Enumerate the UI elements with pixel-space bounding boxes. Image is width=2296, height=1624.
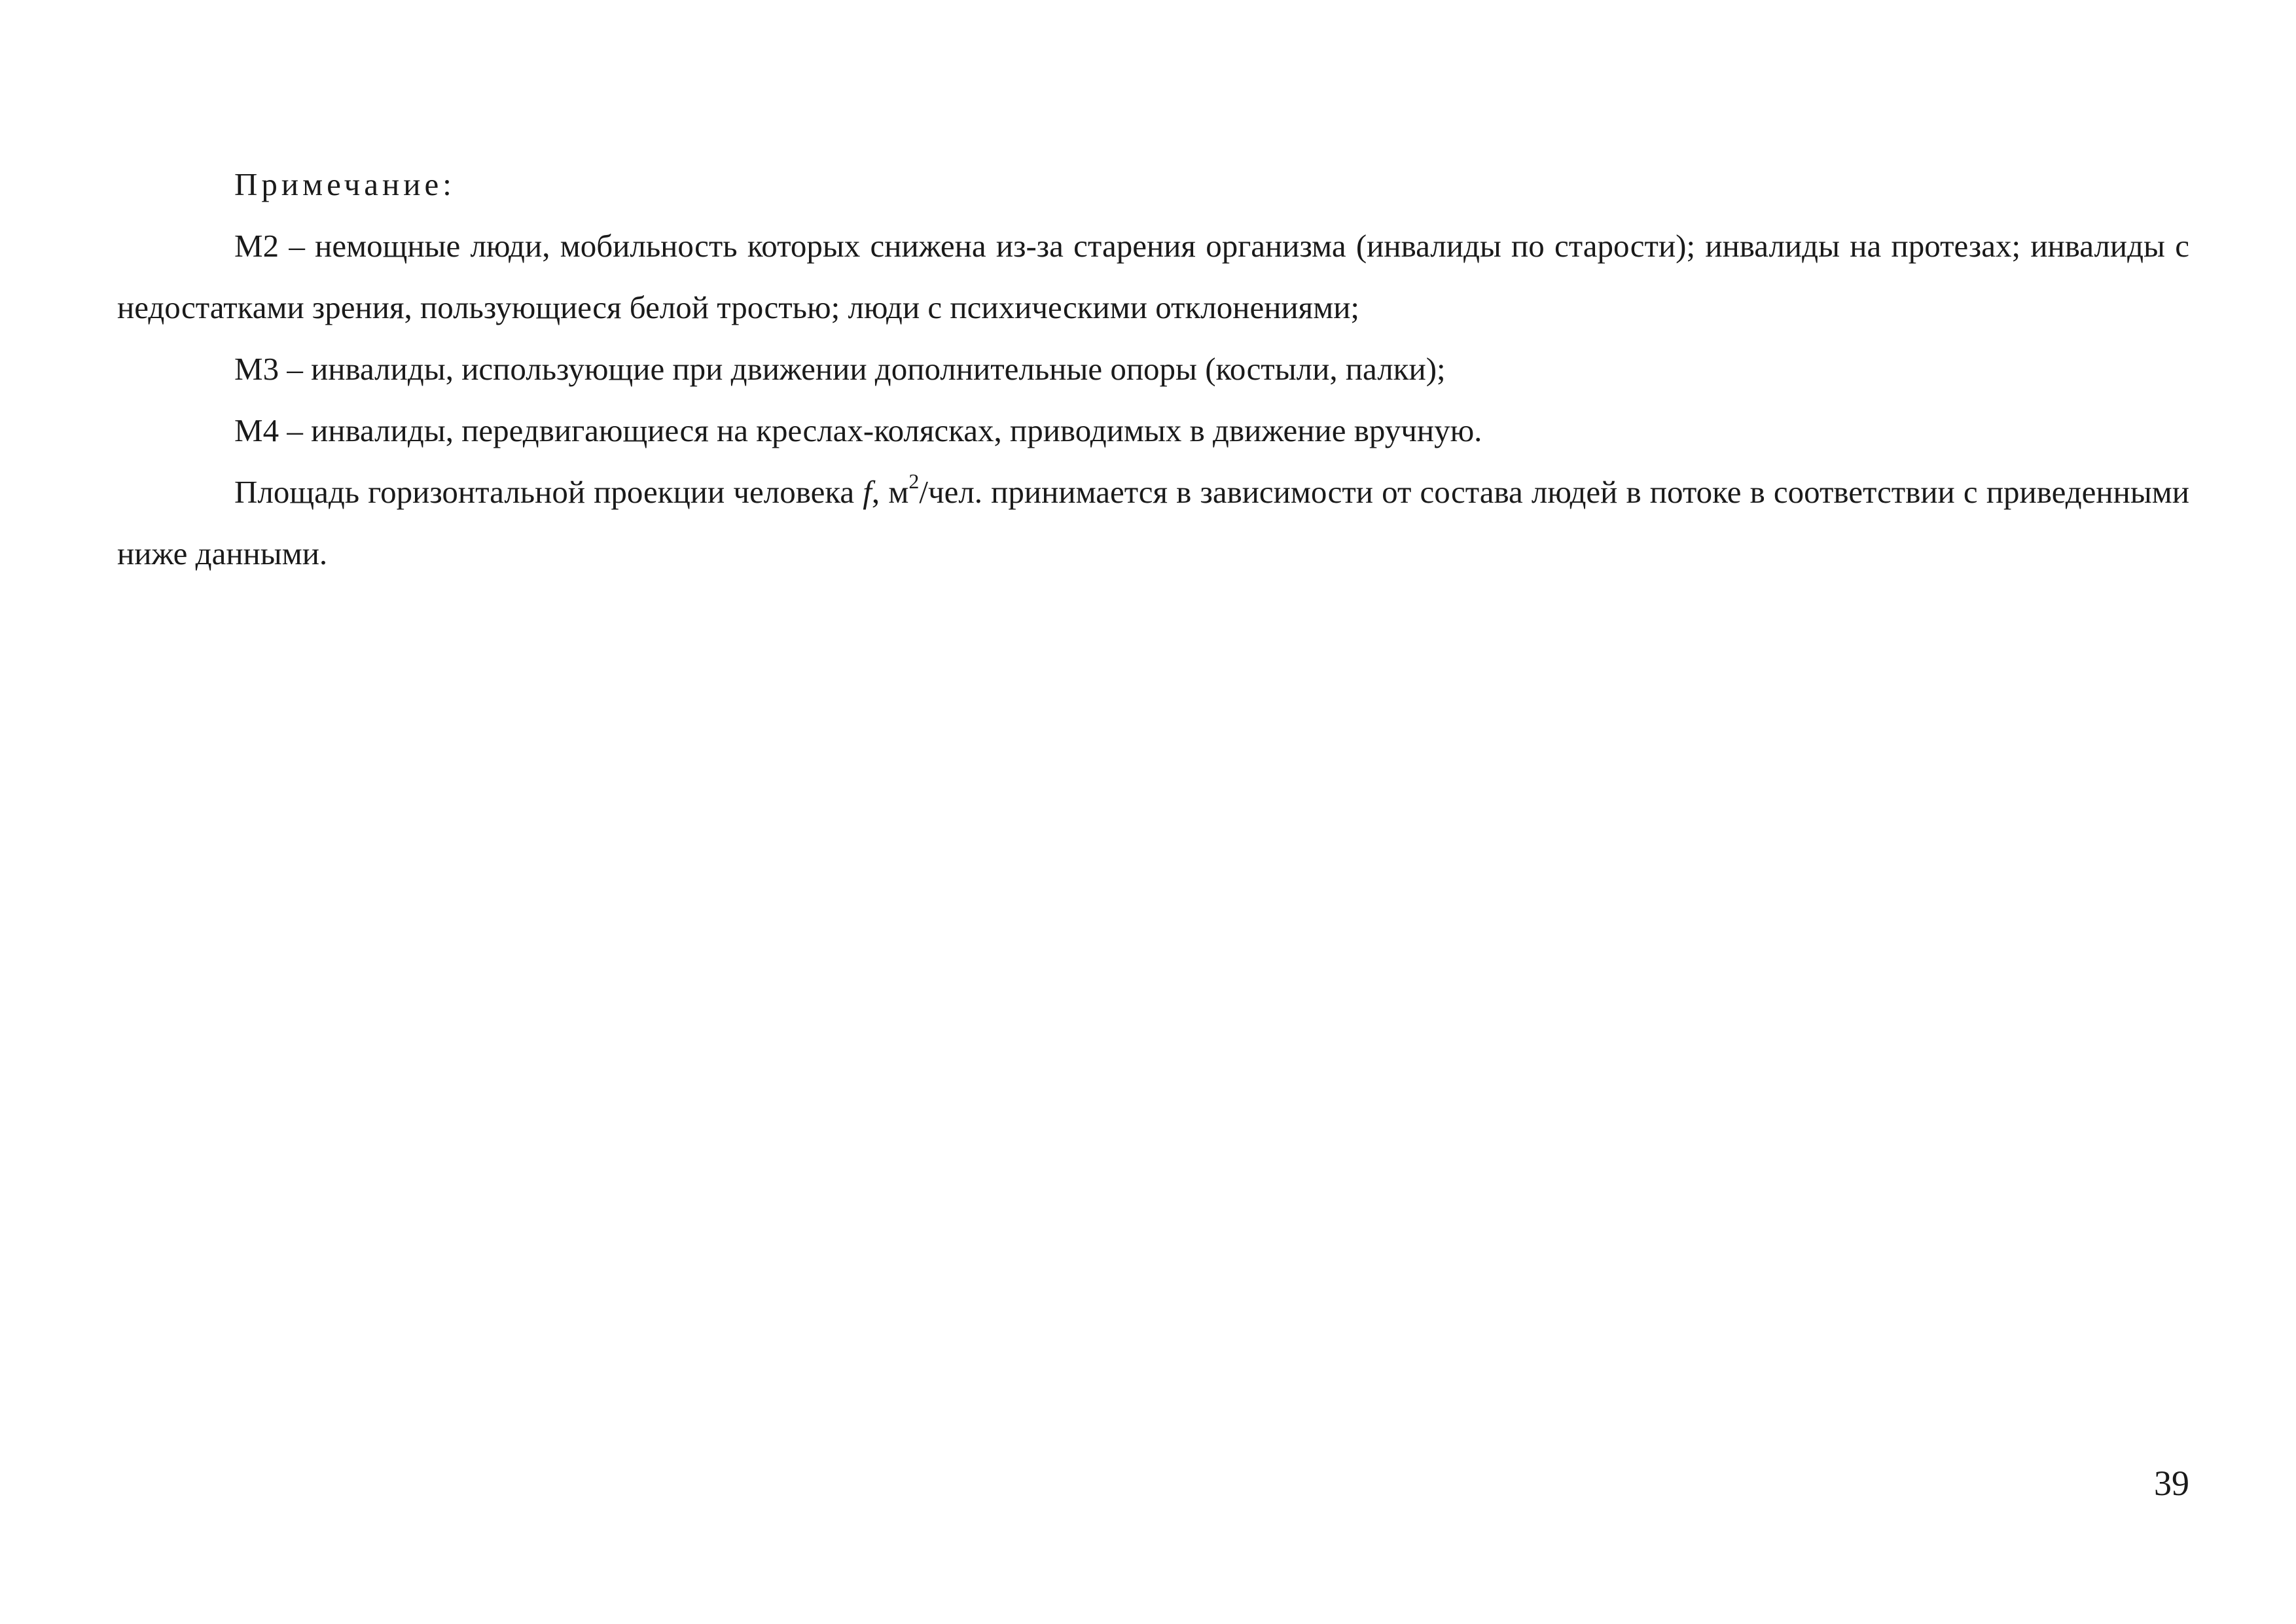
note-heading: Примечание: [234, 166, 456, 202]
area-text-after: /чел. принимается в зависимости от состава людей в потоке в соответствии с приведенными ниже данными. [117, 474, 2189, 571]
area-text-before: Площадь горизонтальной проекции человека [234, 474, 863, 510]
area-unit-prefix: , м [871, 474, 909, 510]
page-body [117, 154, 2189, 585]
note-m2-paragraph: М2 – немощные люди, мобильность которых снижена из-за старения организма (инвалиды по старости); инвалиды на протезах; инвалиды с недостатками зрения, пользующиеся белой тростью; люди с психическими отклонениями; [117, 228, 2189, 325]
area-variable: f [863, 474, 872, 510]
area-exponent: 2 [908, 469, 920, 493]
area-paragraph [117, 461, 2189, 585]
note-m3-paragraph: М3 – инвалиды, использующие при движении дополнительные опоры (костыли, палки); [234, 351, 1446, 387]
page-number: 39 [2154, 1464, 2189, 1503]
note-m4-paragraph: М4 – инвалиды, передвигающиеся на креслах-колясках, приводимых в движение вручную. [234, 412, 1482, 448]
